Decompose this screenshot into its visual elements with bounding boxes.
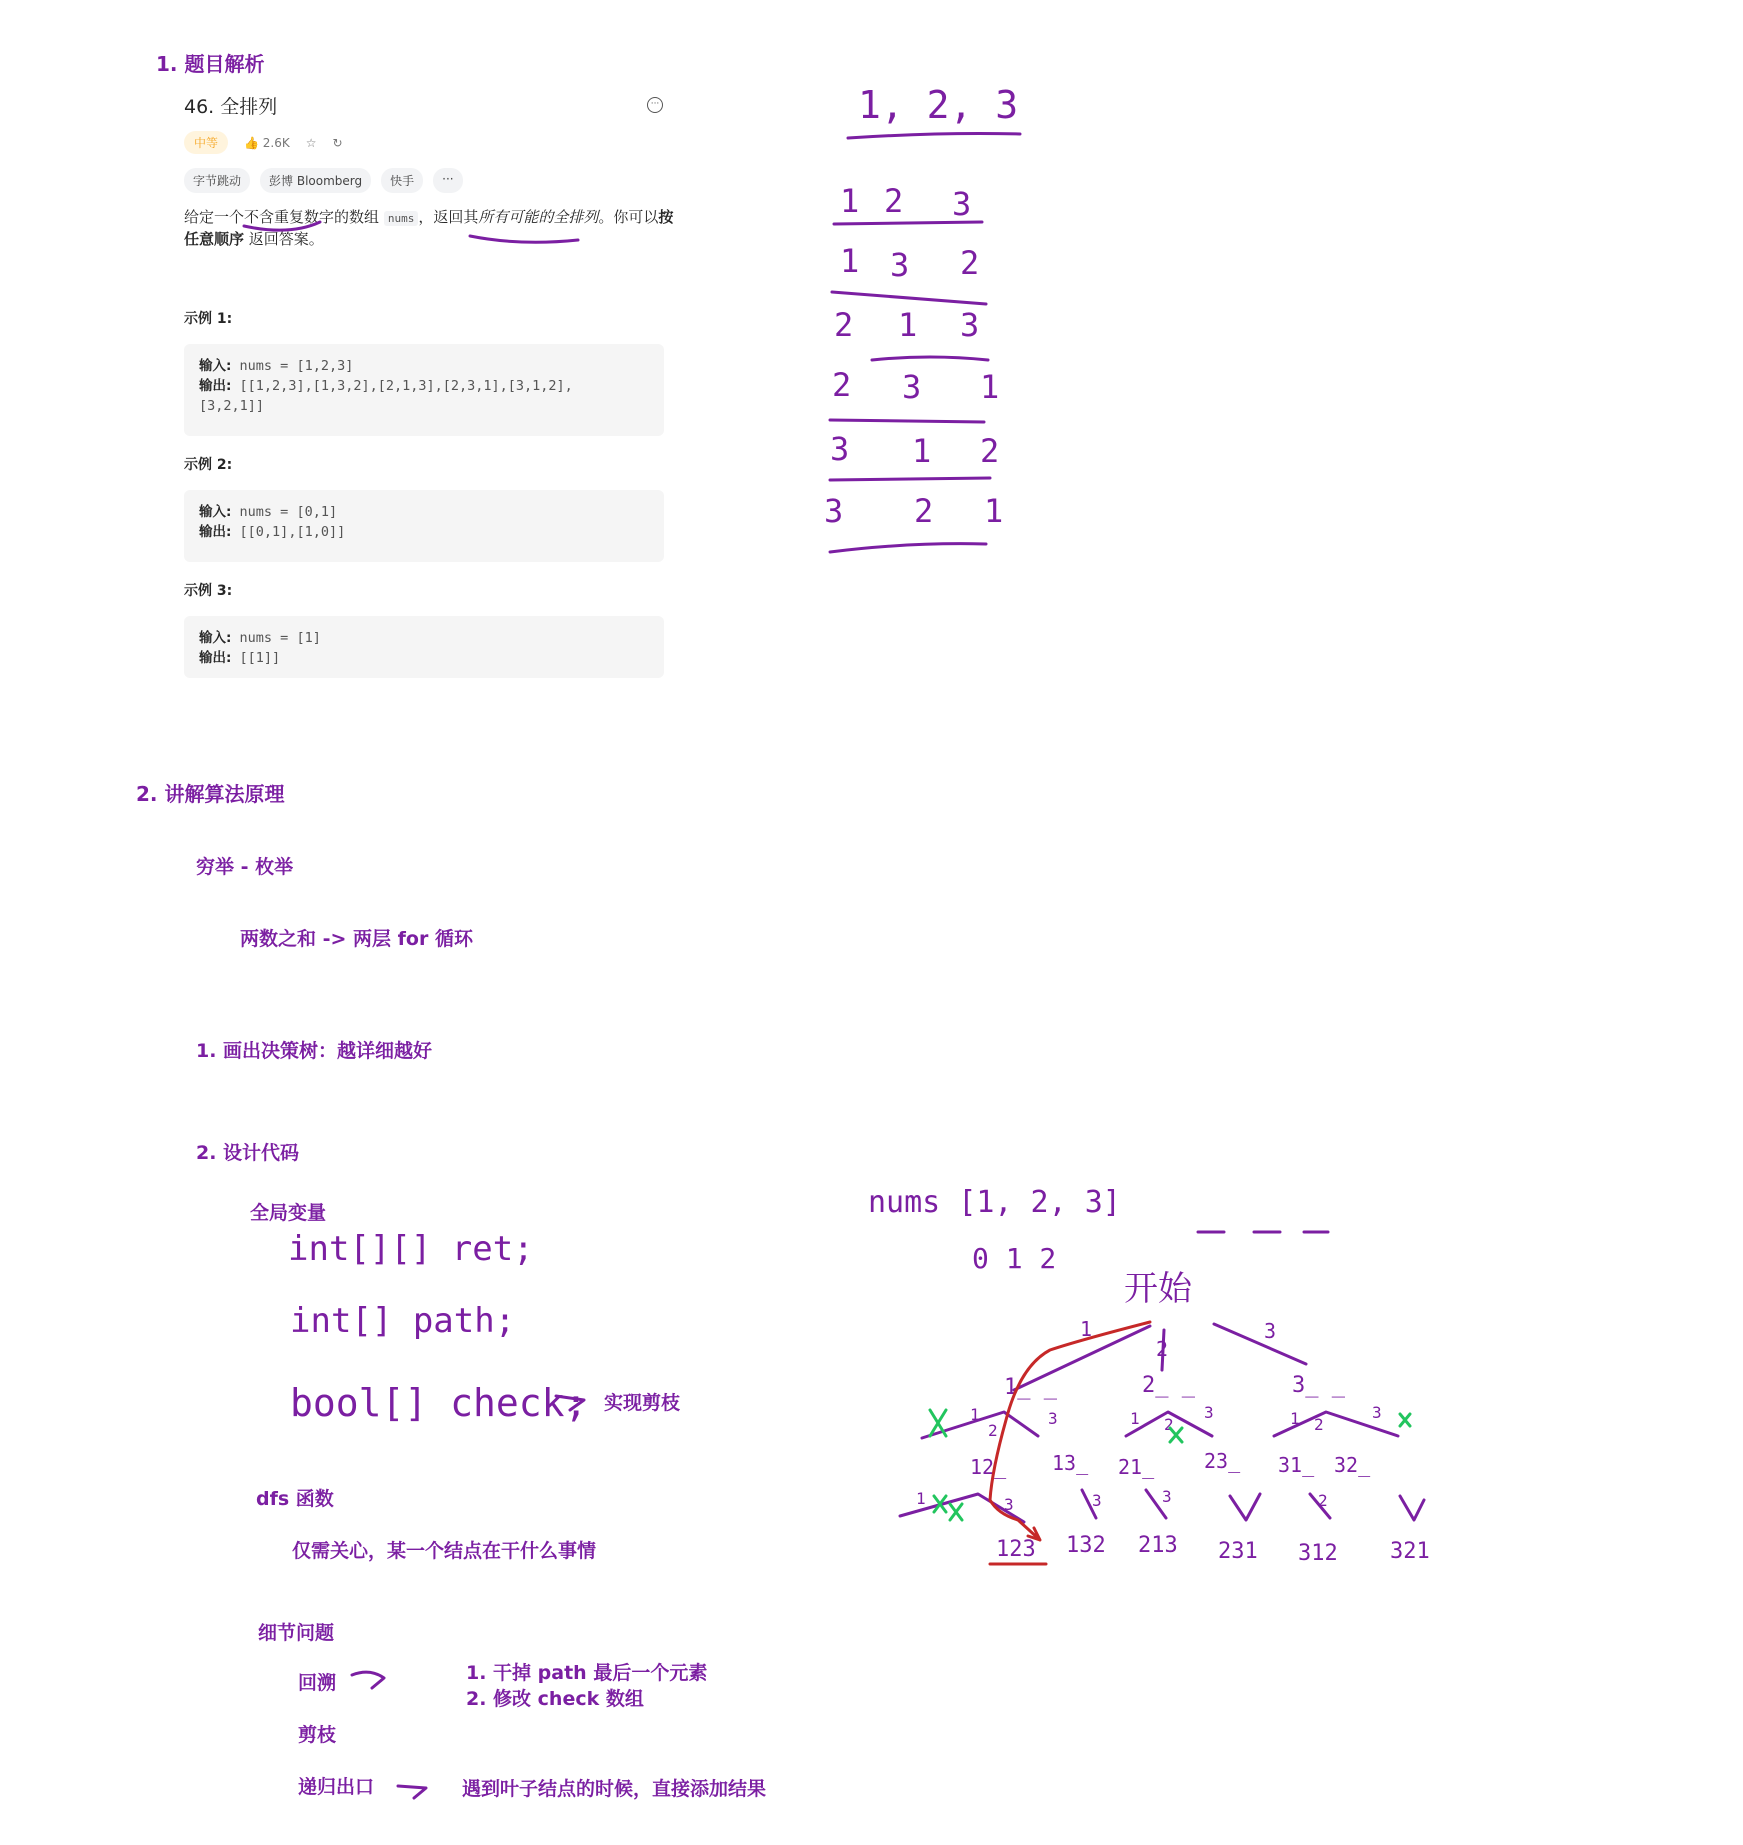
row-separator bbox=[832, 292, 986, 304]
arrow-icon bbox=[398, 1786, 426, 1798]
note-two-sum: 两数之和 -> 两层 for 循环 bbox=[240, 928, 473, 950]
row-separator bbox=[872, 357, 988, 360]
desc-text: 所有可能的全排列 bbox=[478, 208, 599, 226]
thumbs-up-icon: 👍 bbox=[244, 135, 259, 150]
desc-text: 。你可以 bbox=[598, 208, 659, 226]
note-dfs: dfs 函数 bbox=[256, 1488, 334, 1510]
section-title-analysis: 1. 题目解析 bbox=[156, 52, 265, 76]
note-dfs-detail: 仅需关心，某一个结点在干什么事情 bbox=[292, 1540, 597, 1562]
leaf-result: 321 bbox=[1390, 1539, 1430, 1564]
edge-label: 2 bbox=[988, 1421, 998, 1440]
dfs-path bbox=[990, 1322, 1150, 1540]
example-title: 示例 3: bbox=[184, 583, 233, 599]
edge-label: 1 bbox=[916, 1489, 926, 1508]
perm-digit: 1 bbox=[980, 368, 1000, 406]
more-options-icon[interactable]: ··· bbox=[647, 97, 663, 113]
example-input: nums = [1,2,3] bbox=[239, 358, 354, 374]
inline-code: nums bbox=[384, 211, 419, 226]
perm-digit: 1 bbox=[984, 492, 1004, 530]
difficulty-badge: 中等 bbox=[184, 131, 228, 154]
perm-digit: 3 bbox=[830, 430, 850, 468]
leaf-result: 213 bbox=[1138, 1533, 1178, 1558]
row-separator bbox=[830, 420, 984, 422]
underline-mark bbox=[848, 134, 1020, 139]
output-label: 输出: bbox=[199, 378, 232, 394]
row-separator bbox=[834, 222, 982, 224]
example-title: 示例 1: bbox=[184, 311, 233, 327]
edge-label: 1 bbox=[1290, 1409, 1300, 1428]
note-prune-label: 剪枝 bbox=[298, 1724, 337, 1746]
perm-digit: 3 bbox=[824, 492, 844, 530]
tree-level3: 31_ bbox=[1278, 1453, 1315, 1477]
example-output: [[0,1],[1,0]] bbox=[239, 524, 346, 540]
example-input: nums = [1] bbox=[239, 630, 321, 646]
leaf-result: 132 bbox=[1066, 1533, 1106, 1558]
perm-digit: 1 bbox=[912, 432, 932, 470]
company-tag[interactable]: 彭博 Bloomberg bbox=[260, 168, 371, 193]
edge-label: 2 bbox=[1314, 1415, 1324, 1434]
perm-digit: 1 bbox=[898, 306, 918, 344]
code-path: int[] path; bbox=[290, 1301, 516, 1341]
perm-digit: 3 bbox=[902, 368, 922, 406]
tree-level3: 13_ bbox=[1052, 1451, 1089, 1475]
tree-level2: 3_ _ bbox=[1292, 1373, 1345, 1398]
note-exit-detail: 遇到叶子结点的时候，直接添加结果 bbox=[462, 1778, 767, 1800]
note-exit: 递归出口 bbox=[298, 1776, 375, 1798]
note-prune: 实现剪枝 bbox=[604, 1392, 681, 1414]
perm-digit: 2 bbox=[832, 366, 852, 404]
tree-level2: 2_ _ bbox=[1142, 1373, 1195, 1398]
section-title-algorithm: 2. 讲解算法原理 bbox=[136, 782, 285, 806]
perm-digit: 2 bbox=[914, 492, 934, 530]
edge-label: 1 bbox=[1130, 1409, 1140, 1428]
edge-label: 2 bbox=[1318, 1491, 1328, 1510]
row-separator bbox=[830, 544, 986, 552]
prune-x-icon bbox=[950, 1504, 962, 1520]
desc-text: 按任意顺序 bbox=[184, 208, 674, 248]
nums-array: nums [1, 2, 3] bbox=[868, 1185, 1121, 1220]
problem-title: 46. 全排列 bbox=[184, 96, 278, 118]
edge-label: 3 bbox=[1372, 1403, 1382, 1422]
desc-text: 返回答案。 bbox=[248, 230, 324, 248]
note-backtrack-step1: 1. 干掉 path 最后一个元素 bbox=[466, 1662, 708, 1684]
example-output: [[1,2,3],[1,3,2],[2,1,3],[2,3,1],[3,1,2], bbox=[239, 378, 573, 394]
code-ret: int[][] ret; bbox=[288, 1229, 534, 1269]
edge-label: 3 bbox=[1048, 1409, 1058, 1428]
edge-label: 3 bbox=[1004, 1495, 1014, 1514]
code-check: bool[] check; bbox=[290, 1381, 588, 1425]
underline-mark bbox=[470, 236, 578, 242]
perm-digit: 1 bbox=[840, 242, 860, 280]
example-output: [[1]] bbox=[239, 650, 281, 666]
input-label: 输入: bbox=[199, 504, 232, 520]
edge-label: 1 bbox=[1080, 1317, 1093, 1341]
input-label: 输入: bbox=[199, 630, 232, 646]
edge-label: 3 bbox=[1092, 1491, 1102, 1510]
note-design-code: 2. 设计代码 bbox=[196, 1142, 300, 1164]
example-output: [3,2,1]] bbox=[199, 398, 265, 414]
edge-label: 1 bbox=[970, 1405, 980, 1424]
output-label: 输出: bbox=[199, 524, 232, 540]
prune-x-icon bbox=[1400, 1414, 1410, 1426]
star-icon[interactable]: ☆ bbox=[305, 135, 317, 150]
perm-digit: 3 bbox=[952, 185, 972, 223]
tree-level3: 21_ bbox=[1118, 1455, 1155, 1479]
edge-label: 2 bbox=[1164, 1415, 1174, 1434]
perm-list bbox=[824, 182, 1003, 552]
top-nums: 1, 2, 3 bbox=[858, 83, 1019, 127]
note-brute-force: 穷举 - 枚举 bbox=[196, 856, 294, 878]
row-separator bbox=[830, 478, 990, 480]
perm-digit: 2 bbox=[980, 432, 1000, 470]
example-title: 示例 2: bbox=[184, 457, 233, 473]
note-backtrack: 回溯 bbox=[298, 1672, 337, 1694]
like-count: 2.6K bbox=[262, 135, 290, 150]
leaf-result: 312 bbox=[1298, 1541, 1338, 1566]
edge-label: 2 bbox=[1156, 1337, 1169, 1361]
note-globals: 全局变量 bbox=[250, 1202, 327, 1224]
output-label: 输出: bbox=[199, 650, 232, 666]
more-tags-button[interactable]: ··· bbox=[433, 168, 462, 193]
tree-level3: 32_ bbox=[1334, 1453, 1371, 1477]
edge-label: 3 bbox=[1204, 1403, 1214, 1422]
tree-level2: 1_ _ bbox=[1004, 1375, 1057, 1400]
perm-digit: 3 bbox=[960, 306, 980, 344]
underline-mark bbox=[244, 222, 320, 230]
leaf-result: 123 bbox=[996, 1537, 1036, 1562]
company-tag[interactable]: 快手 bbox=[381, 168, 423, 193]
perm-digit: 2 bbox=[834, 306, 854, 344]
edge-label: 3 bbox=[1264, 1319, 1277, 1343]
example-input: nums = [0,1] bbox=[239, 504, 338, 520]
desc-text: 的数组 bbox=[334, 208, 380, 226]
desc-text: 给定一个 bbox=[184, 208, 245, 226]
note-details: 细节问题 bbox=[258, 1622, 335, 1644]
input-label: 输入: bbox=[199, 358, 232, 374]
tree-level3: 23_ bbox=[1204, 1449, 1241, 1473]
perm-digit: 2 bbox=[884, 182, 904, 220]
prune-x-icon bbox=[1170, 1428, 1182, 1442]
perm-digit: 1 bbox=[840, 182, 860, 220]
perm-digit: 2 bbox=[960, 244, 980, 282]
desc-text: ，返回其 bbox=[418, 208, 479, 226]
desc-text: 不含重复数字 bbox=[244, 208, 335, 226]
edge-label: 3 bbox=[1162, 1487, 1172, 1506]
leaf-result: 231 bbox=[1218, 1539, 1258, 1564]
note-decision-tree: 1. 画出决策树：越详细越好 bbox=[196, 1040, 433, 1062]
note-backtrack-step2: 2. 修改 check 数组 bbox=[466, 1688, 644, 1710]
tree-level3: 12_ bbox=[970, 1455, 1007, 1479]
perm-digit: 3 bbox=[890, 246, 910, 284]
share-icon[interactable]: ↻ bbox=[332, 135, 343, 150]
company-tag[interactable]: 字节跳动 bbox=[184, 168, 250, 193]
arrow-icon bbox=[352, 1672, 384, 1688]
indices: 0 1 2 bbox=[972, 1242, 1057, 1275]
tree-root: 开始 bbox=[1124, 1269, 1192, 1309]
